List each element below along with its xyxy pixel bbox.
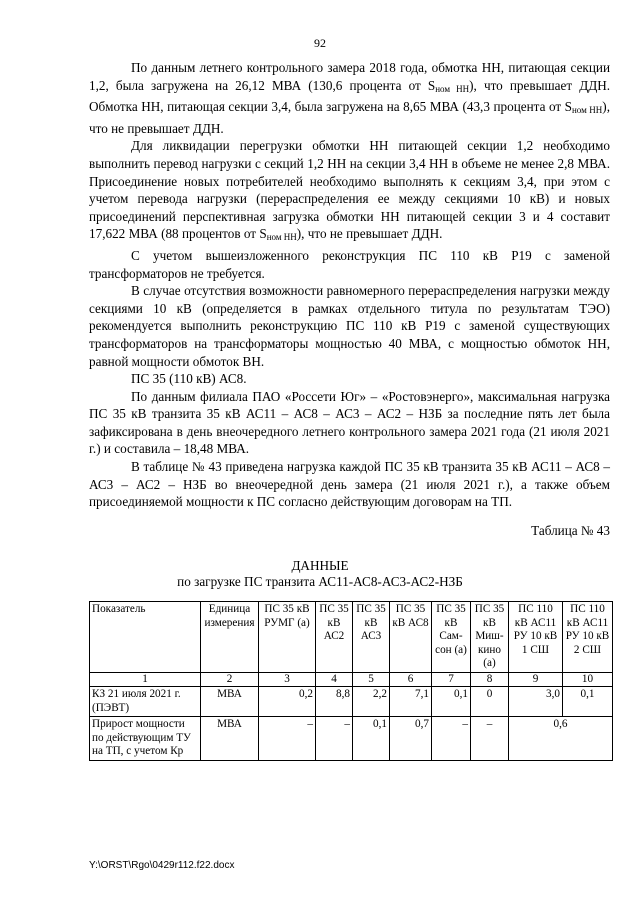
paragraph-3: С учетом вышеизложенного реконструкция ПС 110 кВ Р19 с заменой трансформаторов не требуется. <box>89 247 610 281</box>
table-cell: 7,1 <box>390 687 432 717</box>
page-number: 92 <box>314 36 326 50</box>
table-cell: – <box>259 717 316 761</box>
table-row <box>90 687 613 717</box>
paragraph-7: В таблице № 43 приведена нагрузка каждой ПС 35 кВ транзита 35 кВ АС11 – АС8 – АС3 – АС2 – НЗБ во внеочередной день замера (21 июля 2021 г.), а также объем присоединяемой мощности к ПС согласно действующим договорам на ТП. <box>89 459 610 510</box>
column-number: 4 <box>316 672 353 687</box>
paragraph-2: Для ликвидации перегрузки обмотки НН питающей секции 1,2 необходимо выполнить перевод нагрузки с секций 1,2 НН на секции 3,4 НН в объеме не менее 2,8 МВА. Присоединение новых потребителей необходимо выполнять к секциям 3,4, при этом с учетом перевода нагрузки (перераспределения ее между секциями 10 кВ) и новых присоединений перспективная загрузка обмотки НН питающей секции 3 и 4 составит 17,622 МВА (88 процентов от $S_{ном НН}$), что не превышает ДДН. <box>89 138 610 243</box>
column-number: 6 <box>390 672 432 687</box>
data-table <box>89 601 613 761</box>
paragraph-6: По данным филиала ПАО «Россети Юг» – «Ростовэнерго», максимальная нагрузка ПС 35 кВ транзита 35 кВ АС11 – АС8 – АС3 – АС2 – НЗБ за последние пять лет была зафиксирована в день внеочередного летнего контрольного замера 2021 года (21 июля 2021 г.) и составила – 18,48 МВА. <box>89 388 610 457</box>
paragraph-4: В случае отсутствия возможности равномерного перераспределения нагрузки между секциями 10 кВ (определяется в рамках отдельного титула по результатам ТЭО) рекомендуется выполнить реконструкцию ПС 110 кВ Р19 с заменой существующих трансформаторов на трансформаторы мощностью 40 МВА, с мощностью обмоток НН, равной мощности обмоток ВН. <box>89 283 610 369</box>
row-unit: МВА <box>201 717 259 761</box>
table-title-sub: по загрузке ПС транзита АС11-АС8-АС3-АС2-НЗБ <box>177 574 463 589</box>
table-cell: 0,1 <box>432 687 471 717</box>
table-cell: – <box>432 717 471 761</box>
column-number: 5 <box>353 672 390 687</box>
table-cell: 0,7 <box>390 717 432 761</box>
row-label: КЗ 21 июля 2021 г. (ПЭВТ) <box>90 687 201 717</box>
table-cell: 0,1 <box>563 687 613 717</box>
table-cell: – <box>471 717 509 761</box>
row-label: Прирост мощности по действующим ТУ на ТП, с учетом Кр <box>90 717 201 761</box>
file-path-footer: Y:\ORST\Rgo\0429r112.f22.docx <box>89 860 235 871</box>
header-cell: Единица измерения <box>201 602 259 673</box>
body-text <box>89 59 610 511</box>
table-cell: – <box>316 717 353 761</box>
header-cell: ПС 35 кВ АС8 <box>390 602 432 673</box>
header-row <box>90 602 613 673</box>
table-cell: 2,2 <box>353 687 390 717</box>
column-number: 9 <box>509 672 563 687</box>
header-cell: ПС 35 кВ АС2 <box>316 602 353 673</box>
column-number-row <box>90 672 613 687</box>
table-row <box>90 717 613 761</box>
column-number: 8 <box>471 672 509 687</box>
table-cell: 0,1 <box>353 717 390 761</box>
paragraph-5: ПС 35 (110 кВ) АС8. <box>131 371 247 387</box>
header-cell: ПС 35 кВ Сам-сон (а) <box>432 602 471 673</box>
table-cell: 8,8 <box>316 687 353 717</box>
header-cell: ПС 110 кВ АС11 РУ 10 кВ 1 СШ <box>509 602 563 673</box>
header-cell: ПС 35 кВ АС3 <box>353 602 390 673</box>
merged-cell: 0,6 <box>509 717 613 761</box>
column-number: 3 <box>259 672 316 687</box>
column-number: 7 <box>432 672 471 687</box>
table-title <box>0 558 640 590</box>
table-title-main: ДАННЫЕ <box>291 558 349 573</box>
column-number: 2 <box>201 672 259 687</box>
row-unit: МВА <box>201 687 259 717</box>
table-cell: 0,2 <box>259 687 316 717</box>
header-cell: ПС 35 кВ РУМГ (а) <box>259 602 316 673</box>
column-number: 10 <box>563 672 613 687</box>
header-cell: ПС 35 кВ Миш-кино (а) <box>471 602 509 673</box>
header-cell: Показатель <box>90 602 201 673</box>
table-cell: 3,0 <box>509 687 563 717</box>
paragraph-1: По данным летнего контрольного замера 2018 года, обмотка НН, питающая секции 1,2, была загружена на 26,12 МВА (130,6 процента от $S_{ном НН}$), что превышает ДДН. Обмотка НН, питающая секции 3,4, была загружена на 8,65 МВА (43,3 процента от $S_{ном НН}$), что не превышает ДДН. <box>89 60 611 136</box>
table-caption: Таблица № 43 <box>531 523 610 538</box>
table-cell: 0 <box>471 687 509 717</box>
column-number: 1 <box>90 672 201 687</box>
header-cell: ПС 110 кВ АС11 РУ 10 кВ 2 СШ <box>563 602 613 673</box>
